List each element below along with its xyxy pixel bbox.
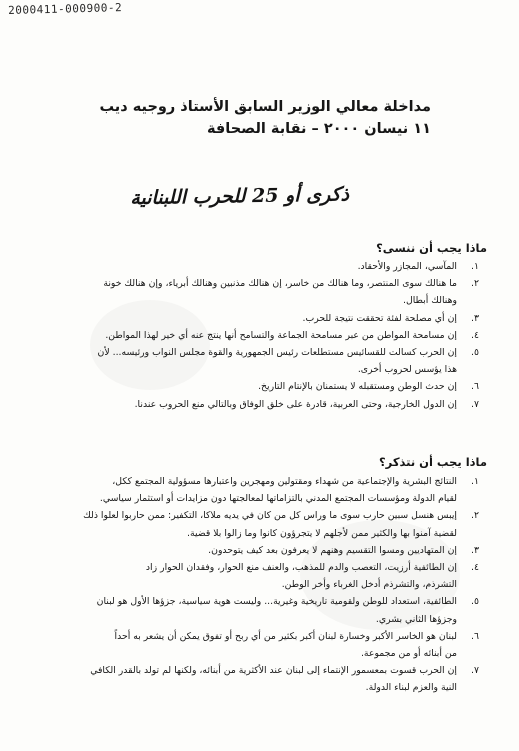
list-item bbox=[49, 292, 479, 309]
item-text: وهنالك أبطال. bbox=[403, 295, 457, 307]
item-number: ٤. bbox=[471, 329, 479, 341]
section-heading-forget: ماذا يجب أن ننسى؟ bbox=[376, 241, 487, 255]
list-item bbox=[49, 396, 479, 413]
item-text: لبنان هو الخاسر الأكبر وخسارة لبنان أكبر بكثير من أي ربح أو تفوق يمكن أن يشعر به أحداً bbox=[114, 630, 457, 642]
item-number: ٥. bbox=[471, 596, 479, 608]
item-number: ٧. bbox=[471, 665, 479, 677]
item-number: ٢. bbox=[471, 278, 479, 290]
item-text: إن المتهاديين ومسوا التقسيم وهنهم لا يعرفون بعد كيف يتوحدون. bbox=[208, 544, 457, 556]
list-item bbox=[49, 593, 479, 610]
list-item bbox=[49, 542, 479, 559]
list-item bbox=[49, 662, 479, 679]
item-text: لقضية آمنوا بها والكثير ممن لأجلهم لا يتجرؤون كانوا وما زالوا بلا قضية. bbox=[187, 527, 457, 539]
forget-list bbox=[49, 258, 479, 413]
title-line-date-venue: ١١ نيسان ٢٠٠٠ – نقابة الصحافة bbox=[207, 121, 431, 137]
remember-list bbox=[49, 473, 479, 697]
item-number: ٢. bbox=[471, 510, 479, 522]
list-item bbox=[49, 490, 479, 507]
item-number: ٣. bbox=[471, 312, 479, 324]
list-item bbox=[49, 628, 479, 645]
title-line-speaker: مداخلة معالي الوزير السابق الأستاذ روجيه ديب bbox=[99, 99, 431, 115]
item-text: إيبس هنسل سبين حارب سوى ما وراس كل من كان في يديه ملاكا، التكفير: ممن حاربوا لعلوا ذلك bbox=[83, 510, 457, 522]
item-number: ٤. bbox=[471, 562, 479, 574]
item-text: هذا يؤسس لحروب أخرى. bbox=[357, 364, 457, 376]
list-item bbox=[49, 327, 479, 344]
item-text: إن الحرب كسالت للقسائيس مستطلعات رئيس الجمهورية والقوة مجلس النواب ورئيسه... لأن bbox=[97, 347, 457, 359]
item-text: من أبنائه أو من مجموعة. bbox=[360, 648, 457, 660]
list-item bbox=[49, 473, 479, 490]
list-item bbox=[49, 507, 479, 524]
item-text: النية والعزم لبناء الدولة. bbox=[365, 682, 457, 694]
item-number: ٣. bbox=[471, 544, 479, 556]
item-number: ٦. bbox=[471, 381, 479, 393]
item-text: المآسي، المجازر والأحقاد. bbox=[357, 261, 457, 272]
list-item bbox=[49, 525, 479, 542]
item-number: ٦. bbox=[471, 630, 479, 642]
list-item bbox=[49, 344, 479, 361]
list-item bbox=[49, 258, 479, 275]
item-text: إن حدث الوطن ومستقبله لا يستمنان بالإنتام التاريخ. bbox=[258, 381, 457, 393]
list-item bbox=[49, 679, 479, 696]
handwritten-heading: ذكرى أو 25 للحرب اللبنانية bbox=[130, 183, 350, 210]
item-number: ٧. bbox=[471, 398, 479, 410]
item-text: النتائج البشرية والإجتماعية من شهداء ومقتولين ومهجرين واعتبارها مسؤولية المجتمع ككل، bbox=[112, 476, 457, 487]
item-text: لقيام الدولة ومؤسسات المجتمع المدني بالتزاماتها لمعالجتها دون مزايدات أو استثمار سياسي. bbox=[99, 493, 457, 505]
list-item bbox=[49, 576, 479, 593]
list-item bbox=[49, 275, 479, 292]
list-item bbox=[49, 361, 479, 378]
document-title bbox=[51, 96, 431, 140]
list-item bbox=[49, 559, 479, 576]
list-item bbox=[49, 645, 479, 662]
item-text: التشرذم، والتشرذم أدخل الغرباء وأخر الوطن. bbox=[281, 579, 457, 591]
reference-number: 2000411-000900-2 bbox=[8, 1, 123, 17]
item-text: إن أي مصلحة لفئة تحققت نتيجة للحرب. bbox=[302, 312, 457, 324]
item-text: وجزؤها الثاني بشري. bbox=[375, 613, 457, 625]
list-item bbox=[49, 310, 479, 327]
item-text: إن مسامحة المواطن من عبر مسامحة الجماعة والتسامح أنها ينتج عنه أي خير لهذا المواطن. bbox=[105, 329, 457, 341]
item-number: ٥. bbox=[471, 347, 479, 359]
item-text: إن الدول الخارجية، وحتى العربية، قادرة على خلق الوفاق وبالتالي منع الحروب عندنا. bbox=[134, 398, 457, 410]
list-item bbox=[49, 378, 479, 395]
item-text: ما هنالك سوى المنتصر، وما هنالك من خاسر، إن هنالك مذنبين وهنالك أبرياء، وإن هنالك خونة bbox=[103, 278, 457, 290]
item-text: إن الحرب قسوت بمعسمور الإنتماء إلى لبنان عند الأكثرية من أبنائه، ولكنها لم تولد بالقدر الكافي bbox=[90, 665, 457, 677]
section-heading-remember: ماذا يجب أن نتذكر؟ bbox=[379, 455, 487, 469]
item-number: ١. bbox=[471, 476, 479, 487]
item-number: ١. bbox=[471, 261, 479, 272]
list-item bbox=[49, 611, 479, 628]
item-text: إن الطائفية أرزيت، التعصب والدم للمذهب، والعنف منع الحوار، وفقدان الحوار زاد bbox=[145, 562, 457, 574]
item-text: الطائفية، استعداد للوطن ولقومية تاريخية وغيرية... وليست هوية سياسية، جزؤها الأول هو لبنان bbox=[96, 596, 457, 608]
